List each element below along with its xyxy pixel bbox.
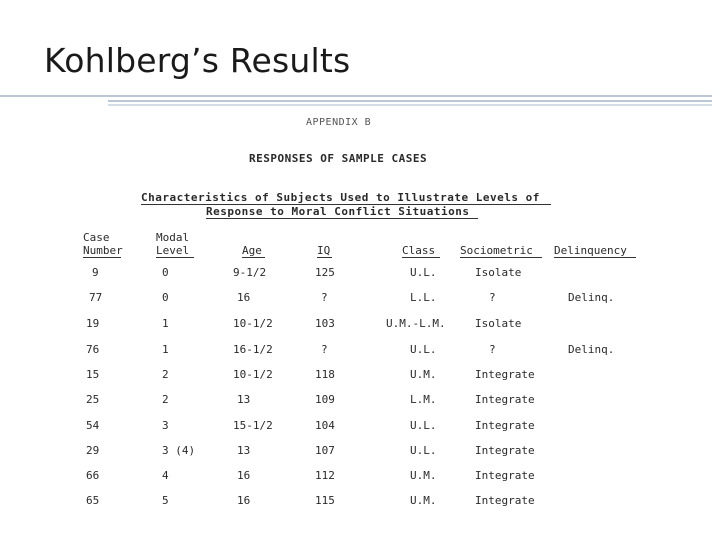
cell-iq: 107 — [315, 444, 335, 457]
header-underline — [156, 257, 194, 258]
document-heading: RESPONSES OF SAMPLE CASES — [249, 152, 428, 165]
header-iq: IQ — [317, 244, 331, 257]
slide-title: Kohlberg’s Results — [44, 41, 351, 80]
cell-iq: 118 — [315, 368, 335, 381]
cell-level: 3 — [162, 419, 169, 432]
cell-class: U.M.-L.M. — [386, 317, 446, 330]
cell-sociometric: ? — [489, 343, 496, 356]
header-case-number — [83, 231, 123, 257]
cell-level: 2 — [162, 368, 169, 381]
cell-iq: 112 — [315, 469, 335, 482]
cell-sociometric: Integrate — [475, 419, 535, 432]
cell-age: 10-1/2 — [233, 368, 273, 381]
cell-sociometric: Integrate — [475, 368, 535, 381]
cell-case: 19 — [86, 317, 100, 330]
cell-age: 10-1/2 — [233, 317, 273, 330]
header-modal-line1: Modal — [156, 231, 190, 244]
cell-iq: 115 — [315, 494, 335, 507]
header-age: Age — [242, 244, 262, 257]
header-case-line1: Case — [83, 231, 110, 244]
header-modal-line2: Level — [156, 244, 190, 257]
cell-age: 13 — [237, 444, 251, 457]
cell-iq: ? — [321, 343, 328, 356]
cell-age: 13 — [237, 393, 251, 406]
header-underline — [83, 257, 121, 258]
header-underline — [460, 257, 542, 258]
cell-class: U.L. — [410, 444, 437, 457]
cell-class: U.L. — [410, 343, 437, 356]
cell-level: 2 — [162, 393, 169, 406]
cell-sociometric: ? — [489, 291, 496, 304]
cell-case: 65 — [86, 494, 100, 507]
header-underline — [402, 257, 440, 258]
caption-underline — [206, 218, 478, 219]
cell-case: 76 — [86, 343, 100, 356]
cell-case: 25 — [86, 393, 100, 406]
table-caption-line-1: Characteristics of Subjects Used to Illustrate Levels of — [141, 191, 540, 204]
header-modal-level — [156, 231, 189, 257]
header-underline — [317, 257, 332, 258]
cell-iq: 125 — [315, 266, 335, 279]
cell-level: 3 (4) — [162, 444, 196, 457]
cell-sociometric: Isolate — [475, 266, 522, 279]
cell-iq: 103 — [315, 317, 335, 330]
header-delinquency: Delinquency — [554, 244, 627, 257]
cell-level: 4 — [162, 469, 169, 482]
appendix-label: APPENDIX B — [306, 117, 372, 128]
cell-age: 16 — [237, 494, 251, 507]
header-sociometric: Sociometric — [460, 244, 533, 257]
cell-case: 29 — [86, 444, 100, 457]
header-class: Class — [402, 244, 436, 257]
cell-sociometric: Integrate — [475, 494, 535, 507]
cell-age: 16-1/2 — [233, 343, 273, 356]
cell-age: 16 — [237, 291, 251, 304]
cell-level: 0 — [162, 291, 169, 304]
cell-delinquency: Delinq. — [568, 343, 615, 356]
header-case-line2: Number — [83, 244, 123, 257]
cell-level: 5 — [162, 494, 169, 507]
cell-sociometric: Integrate — [475, 393, 535, 406]
cell-class: U.L. — [410, 419, 437, 432]
cell-sociometric: Integrate — [475, 469, 535, 482]
cell-case: 66 — [86, 469, 100, 482]
header-underline — [554, 257, 636, 258]
cell-case: 77 — [89, 291, 103, 304]
cell-case: 54 — [86, 419, 100, 432]
cell-class: U.L. — [410, 266, 437, 279]
cell-class: U.M. — [410, 494, 437, 507]
cell-class: L.M. — [410, 393, 437, 406]
cell-class: U.M. — [410, 469, 437, 482]
cell-iq: 104 — [315, 419, 335, 432]
cell-level: 1 — [162, 343, 169, 356]
cell-age: 16 — [237, 469, 251, 482]
cell-sociometric: Isolate — [475, 317, 522, 330]
cell-case: 15 — [86, 368, 100, 381]
cell-iq: 109 — [315, 393, 335, 406]
header-underline — [242, 257, 265, 258]
cell-iq: ? — [321, 291, 328, 304]
table-caption-line-2: Response to Moral Conflict Situations — [206, 205, 470, 218]
cell-age: 15-1/2 — [233, 419, 273, 432]
cell-level: 1 — [162, 317, 169, 330]
cell-level: 0 — [162, 266, 169, 279]
cell-class: U.M. — [410, 368, 437, 381]
cell-case: 9 — [92, 266, 99, 279]
cell-class: L.L. — [410, 291, 437, 304]
cell-sociometric: Integrate — [475, 444, 535, 457]
cell-delinquency: Delinq. — [568, 291, 615, 304]
cell-age: 9-1/2 — [233, 266, 267, 279]
